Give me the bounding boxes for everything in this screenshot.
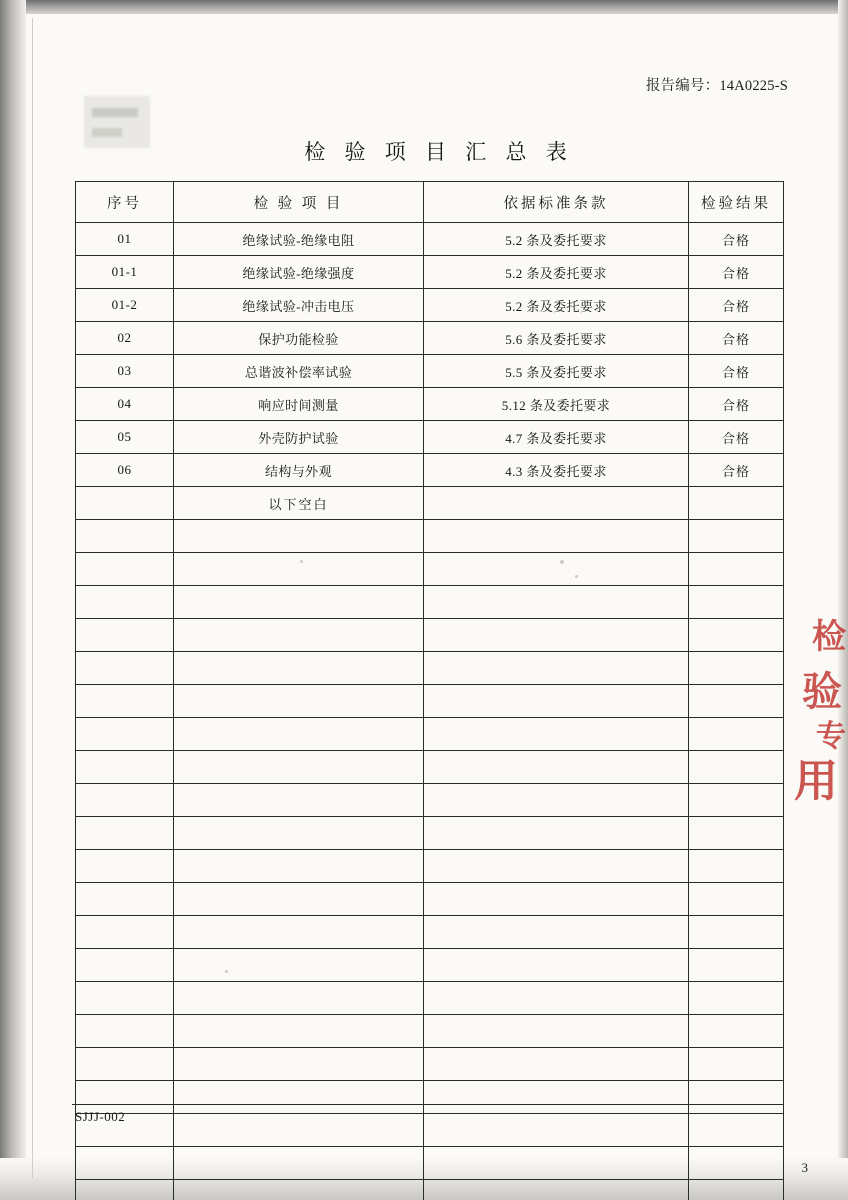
cell-standard: 5.5 条及委托要求 xyxy=(424,355,689,388)
empty-cell xyxy=(424,982,689,1015)
empty-cell xyxy=(76,949,174,982)
empty-row xyxy=(76,1114,784,1147)
empty-cell xyxy=(174,982,424,1015)
cell-item: 绝缘试验-绝缘强度 xyxy=(174,256,424,289)
empty-cell xyxy=(76,982,174,1015)
cell-item: 外壳防护试验 xyxy=(174,421,424,454)
cell-seq: 01-2 xyxy=(76,289,174,322)
red-stamp-fragment-1: 检 xyxy=(812,617,846,657)
red-stamp-fragment-4: 用 xyxy=(794,756,838,807)
empty-cell xyxy=(689,553,784,586)
cell-standard: 4.3 条及委托要求 xyxy=(424,454,689,487)
empty-cell xyxy=(689,685,784,718)
empty-cell xyxy=(174,718,424,751)
empty-cell xyxy=(424,1081,689,1114)
empty-cell xyxy=(424,1147,689,1180)
empty-cell xyxy=(174,652,424,685)
cell-item: 绝缘试验-冲击电压 xyxy=(174,289,424,322)
empty-cell xyxy=(689,1114,784,1147)
table-row xyxy=(76,223,784,256)
empty-row xyxy=(76,685,784,718)
cell-seq: 05 xyxy=(76,421,174,454)
empty-cell xyxy=(689,784,784,817)
cell-seq: 04 xyxy=(76,388,174,421)
empty-cell xyxy=(174,1147,424,1180)
page-title: 检 验 项 目 汇 总 表 xyxy=(304,140,574,164)
empty-cell xyxy=(689,1081,784,1114)
empty-cell xyxy=(174,949,424,982)
table-row xyxy=(76,421,784,454)
empty-cell xyxy=(424,586,689,619)
scan-edge-right xyxy=(838,0,848,1200)
empty-cell xyxy=(689,817,784,850)
empty-cell xyxy=(174,619,424,652)
empty-cell xyxy=(76,1180,174,1200)
empty-cell xyxy=(76,784,174,817)
cell-standard: 5.6 条及委托要求 xyxy=(424,322,689,355)
empty-row xyxy=(76,553,784,586)
empty-cell xyxy=(424,850,689,883)
cell-standard: 5.2 条及委托要求 xyxy=(424,256,689,289)
cell-standard: 4.7 条及委托要求 xyxy=(424,421,689,454)
empty-cell xyxy=(424,784,689,817)
report-number-value: 14A0225-S xyxy=(719,78,788,94)
column-header-item: 检 验 项 目 xyxy=(174,182,424,223)
cell-result: 合格 xyxy=(689,223,784,256)
empty-cell xyxy=(689,652,784,685)
table-row xyxy=(76,355,784,388)
empty-cell xyxy=(76,487,174,520)
empty-cell xyxy=(174,1081,424,1114)
cell-seq: 02 xyxy=(76,322,174,355)
blank-note: 以下空白 xyxy=(174,487,424,520)
empty-cell xyxy=(424,817,689,850)
empty-cell xyxy=(689,1048,784,1081)
cell-item: 保护功能检验 xyxy=(174,322,424,355)
cell-result: 合格 xyxy=(689,322,784,355)
cell-item: 绝缘试验-绝缘电阻 xyxy=(174,223,424,256)
empty-cell xyxy=(76,850,174,883)
empty-cell xyxy=(76,685,174,718)
empty-cell xyxy=(174,553,424,586)
scan-edge-left xyxy=(0,0,26,1200)
cell-result: 合格 xyxy=(689,421,784,454)
empty-row xyxy=(76,1180,784,1200)
empty-row xyxy=(76,652,784,685)
empty-cell xyxy=(76,1147,174,1180)
empty-cell xyxy=(689,850,784,883)
table-row xyxy=(76,322,784,355)
empty-cell xyxy=(174,586,424,619)
table-row xyxy=(76,388,784,421)
empty-cell xyxy=(424,1180,689,1200)
empty-cell xyxy=(76,817,174,850)
scan-edge-top xyxy=(0,0,848,14)
footer-divider xyxy=(72,1104,784,1105)
empty-cell xyxy=(76,652,174,685)
cell-result: 合格 xyxy=(689,454,784,487)
empty-cell xyxy=(689,883,784,916)
empty-cell xyxy=(424,685,689,718)
cell-seq: 01 xyxy=(76,223,174,256)
empty-row xyxy=(76,1147,784,1180)
empty-row xyxy=(76,1015,784,1048)
blank-note-row xyxy=(76,487,784,520)
inspection-summary-table xyxy=(75,181,784,1200)
table-row xyxy=(76,454,784,487)
empty-cell xyxy=(424,1015,689,1048)
empty-cell xyxy=(76,1015,174,1048)
red-stamp-fragment-3: 专 xyxy=(816,719,846,754)
empty-cell xyxy=(689,1015,784,1048)
red-stamp-fragment-2: 验 xyxy=(802,669,842,715)
table-row xyxy=(76,289,784,322)
cell-result: 合格 xyxy=(689,256,784,289)
table-row xyxy=(76,256,784,289)
empty-row xyxy=(76,619,784,652)
empty-cell xyxy=(424,652,689,685)
empty-cell xyxy=(689,916,784,949)
page-fold-line xyxy=(32,18,33,1178)
empty-cell xyxy=(174,685,424,718)
empty-cell xyxy=(174,520,424,553)
table-header-row xyxy=(76,182,784,223)
empty-row xyxy=(76,850,784,883)
empty-row xyxy=(76,883,784,916)
cell-item: 响应时间测量 xyxy=(174,388,424,421)
empty-row xyxy=(76,784,784,817)
empty-cell xyxy=(76,553,174,586)
column-header-result: 检验结果 xyxy=(689,182,784,223)
empty-cell xyxy=(424,553,689,586)
empty-cell xyxy=(174,1048,424,1081)
empty-cell xyxy=(76,751,174,784)
empty-cell xyxy=(424,883,689,916)
empty-cell xyxy=(174,916,424,949)
empty-cell xyxy=(76,1048,174,1081)
empty-row xyxy=(76,982,784,1015)
empty-row xyxy=(76,817,784,850)
empty-cell xyxy=(689,751,784,784)
empty-cell xyxy=(174,850,424,883)
empty-cell xyxy=(424,751,689,784)
cell-standard: 5.2 条及委托要求 xyxy=(424,223,689,256)
cell-seq: 06 xyxy=(76,454,174,487)
empty-cell xyxy=(76,916,174,949)
form-code: SJJJ-002 xyxy=(75,1109,126,1124)
empty-cell xyxy=(174,784,424,817)
cell-item: 总谐波补偿率试验 xyxy=(174,355,424,388)
table-body xyxy=(76,223,784,1200)
empty-cell xyxy=(424,487,689,520)
empty-row xyxy=(76,1048,784,1081)
empty-cell xyxy=(424,1114,689,1147)
cell-standard: 5.2 条及委托要求 xyxy=(424,289,689,322)
cell-standard: 5.12 条及委托要求 xyxy=(424,388,689,421)
empty-cell xyxy=(174,1114,424,1147)
empty-cell xyxy=(689,949,784,982)
empty-row xyxy=(76,586,784,619)
empty-cell xyxy=(689,520,784,553)
empty-cell xyxy=(689,619,784,652)
empty-cell xyxy=(689,982,784,1015)
empty-cell xyxy=(424,916,689,949)
empty-cell xyxy=(689,1147,784,1180)
empty-cell xyxy=(76,520,174,553)
page-number: 3 xyxy=(801,1160,808,1175)
empty-cell xyxy=(174,817,424,850)
empty-cell xyxy=(76,883,174,916)
empty-cell xyxy=(76,619,174,652)
column-header-seq: 序号 xyxy=(76,182,174,223)
empty-row xyxy=(76,916,784,949)
empty-cell xyxy=(689,1180,784,1200)
empty-row xyxy=(76,718,784,751)
empty-cell xyxy=(174,883,424,916)
empty-row xyxy=(76,751,784,784)
cell-result: 合格 xyxy=(689,289,784,322)
cell-item: 结构与外观 xyxy=(174,454,424,487)
empty-cell xyxy=(689,586,784,619)
report-number-label: 报告编号： xyxy=(645,78,720,94)
empty-cell xyxy=(424,949,689,982)
empty-cell xyxy=(424,619,689,652)
empty-cell xyxy=(424,520,689,553)
empty-row xyxy=(76,520,784,553)
cell-result: 合格 xyxy=(689,388,784,421)
column-header-standard: 依据标准条款 xyxy=(424,182,689,223)
cell-result: 合格 xyxy=(689,355,784,388)
empty-row xyxy=(76,949,784,982)
empty-cell xyxy=(424,718,689,751)
empty-cell xyxy=(424,1048,689,1081)
empty-row xyxy=(76,1081,784,1114)
empty-cell xyxy=(76,586,174,619)
empty-cell xyxy=(76,718,174,751)
cell-seq: 01-1 xyxy=(76,256,174,289)
empty-cell xyxy=(689,718,784,751)
empty-cell xyxy=(174,751,424,784)
report-number xyxy=(646,74,788,95)
empty-cell xyxy=(174,1180,424,1200)
cell-seq: 03 xyxy=(76,355,174,388)
empty-cell xyxy=(689,487,784,520)
scan-smudge-line-1 xyxy=(92,108,138,117)
empty-cell xyxy=(174,1015,424,1048)
